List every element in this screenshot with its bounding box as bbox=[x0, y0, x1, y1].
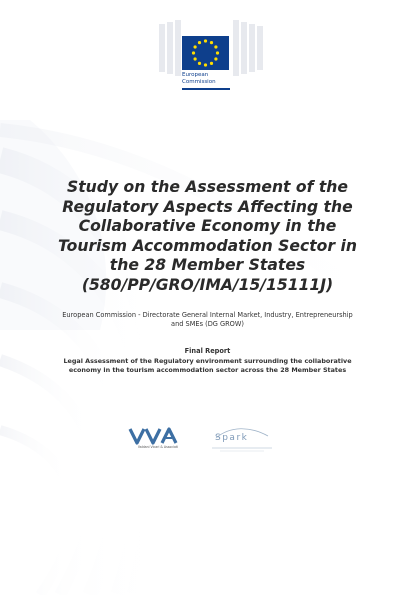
organization-name bbox=[182, 72, 216, 86]
report-type: Final Report bbox=[184, 347, 231, 355]
title-line: Regulatory Aspects Affecting the bbox=[62, 197, 353, 216]
directorate-general bbox=[44, 311, 371, 329]
org-line-2: Commission bbox=[182, 79, 216, 85]
spark-wordmark: Spark bbox=[215, 433, 249, 443]
subtitle-line: economy in the tourism accommodation sector across the 28 Member States bbox=[68, 366, 347, 374]
cover-header bbox=[0, 0, 415, 100]
report-subtitle bbox=[44, 357, 371, 375]
subtitle-line: Legal Assessment of the Regulatory environment surrounding the collaborative bbox=[63, 357, 352, 365]
logo-underline bbox=[182, 88, 230, 90]
title-line: Collaborative Economy in the bbox=[78, 217, 337, 235]
dg-line: and SMEs (DG GROW) bbox=[171, 320, 244, 328]
title-line: the 28 Member States bbox=[109, 256, 306, 274]
dg-line: European Commission - Directorate General Internal Market, Industry, Entrepreneurship bbox=[62, 311, 353, 319]
vva-caption: Valdani Vicari & Associati bbox=[137, 445, 179, 449]
title-line: Study on the Assessment of the bbox=[67, 178, 348, 196]
org-line-1: European bbox=[182, 72, 209, 78]
title-line: (580/PP/GRO/IMA/15/15111J) bbox=[81, 275, 334, 294]
title-line: Tourism Accommodation Sector in bbox=[58, 236, 357, 255]
study-title bbox=[40, 178, 375, 295]
